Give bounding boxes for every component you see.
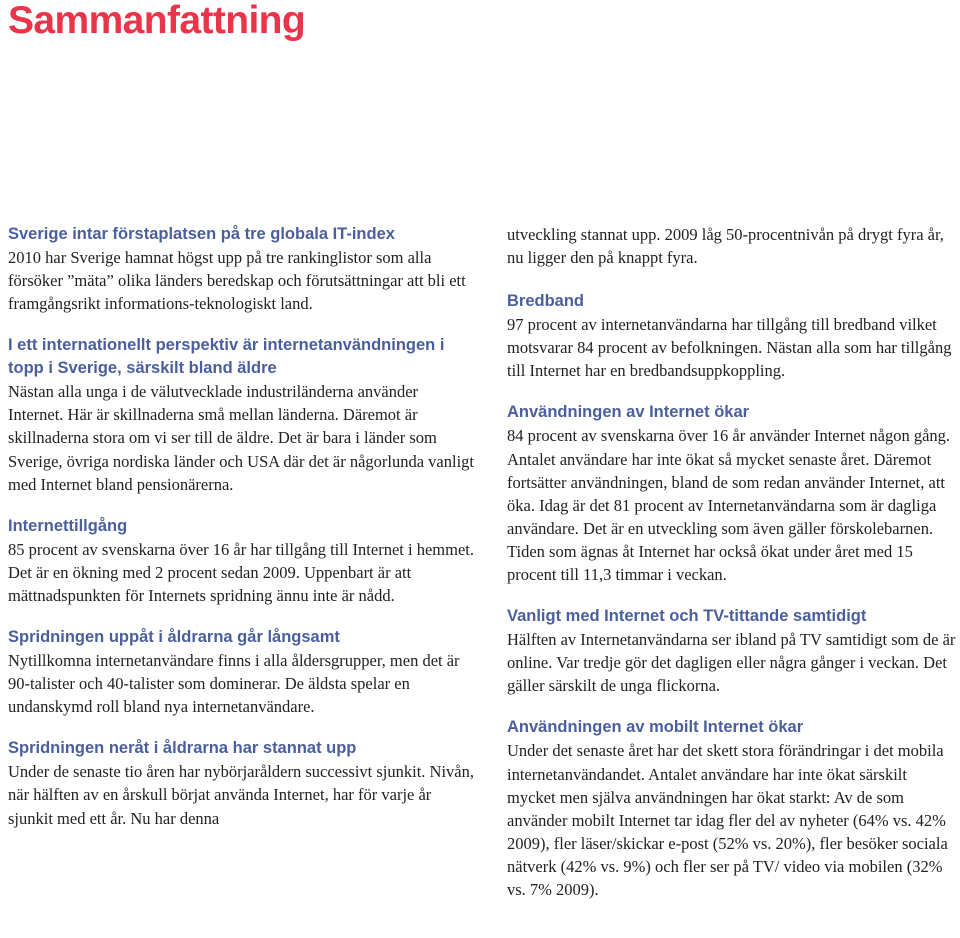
- section-heading: Vanligt med Internet och TV-tittande samtidigt: [507, 607, 867, 626]
- section-mobile-internet: [507, 716, 957, 901]
- section-heading: Användningen av mobilt Internet ökar: [507, 718, 804, 737]
- section-spread-downward: [8, 737, 474, 829]
- section-usage-increase: [507, 401, 957, 586]
- section-heading: Spridningen uppåt i åldrarna går långsamt: [8, 628, 340, 647]
- section-heading: Spridningen neråt i åldrarna har stannat upp: [8, 739, 357, 758]
- section-heading: Sverige intar förstaplatsen på tre globala IT-index: [8, 225, 395, 243]
- section-body: Hälften av Internetanvändarna ser ibland på TV samtidigt som de är online. Var tredje gör det dagligen eller några gånger i veckan. Det gäller särskilt de unga flickorna.: [507, 630, 956, 696]
- section-body: Nytillkomna internetanvändare finns i alla åldersgrupper, men det är 90-talister och 40-talister som dominerar. De äldsta spelar en undanskymd roll bland nya internetanvändare.: [8, 651, 460, 717]
- section-body: 2010 har Sverige hamnat högst upp på tre rankinglistor som alla försöker ”mäta” olika länders beredskap och förutsättningar att bli ett framgångsrikt informations-teknologiskt land.: [8, 248, 466, 314]
- section-heading: I ett internationellt perspektiv är internetanvändningen i topp i Sverige, särskilt bland äldre: [8, 336, 445, 378]
- left-column: [8, 223, 474, 849]
- continued-paragraph: utveckling stannat upp. 2009 låg 50-procentnivån på drygt fyra år, nu ligger den på knappt fyra.: [507, 225, 944, 268]
- section-body: Under det senaste året har det skett stora förändringar i det mobila internetanvändandet. Antalet användare har inte ökat särskilt mycket men själva användningen har ökat starkt: Av de som använder mobilt Internet tar idag fler del av nyheter (64% vs. 42% 2009), fler läser/skickar e-post (52% vs. 20%), fler besöker sociala nätverk (42% vs. 9%) och fler ser på TV/ video via mobilen (32% vs. 7% 2009).: [507, 741, 948, 899]
- section-spread-upward: [8, 626, 474, 718]
- section-heading: Bredband: [507, 292, 585, 311]
- right-column: [507, 223, 957, 920]
- section-international-perspective: [8, 334, 474, 495]
- page-title: Sammanfattning: [8, 0, 306, 42]
- section-body: Nästan alla unga i de välutvecklade industriländerna använder Internet. Här är skillnaderna små mellan länderna. Däremot är skillnaderna stora om vi ser till de äldre. Det är bara i länder som Sverige, övriga nordiska länder och USA där det är någorlunda vanligt med Internet bland pensionärerna.: [8, 382, 474, 494]
- section-heading: Internettillgång: [8, 516, 128, 535]
- section-body: 85 procent av svenskarna över 16 år har tillgång till Internet i hemmet. Det är en ökning med 2 procent sedan 2009. Uppenbart är att mättnadspunkten för Internets spridning ännu inte är nådd.: [8, 539, 474, 605]
- continued-text: [507, 223, 957, 269]
- section-internet-access: [8, 515, 474, 607]
- section-body: 97 procent av internetanvändarna har tillgång till bredband vilket motsvarar 84 procent av befolkningen. Nästan alla som har tillgång till Internet har en bredbandsuppkoppling.: [507, 315, 952, 381]
- section-it-index: [8, 223, 474, 315]
- section-internet-tv: [507, 605, 957, 697]
- section-body: Under de senaste tio åren har nybörjaråldern successivt sjunkit. Nivån, när hälften av en årskull börjat använda Internet, har för varje år sjunkit med ett år. Nu har denna: [8, 762, 474, 828]
- section-body: 84 procent av svenskarna över 16 år använder Internet någon gång. Antalet användare har inte ökat så mycket senaste året. Däremot fortsätter användningen, bland de som redan använder Internet, att öka. Idag är det 81 procent av Internetanvändarna som är dagliga användare. Det är en utveckling som även gäller förskolebarnen. Tiden som ägnas åt Internet har också ökat under året med 15 procent till 11,3 timmar i veckan.: [507, 426, 951, 585]
- section-broadband: [507, 290, 957, 382]
- section-heading: Användningen av Internet ökar: [507, 403, 750, 422]
